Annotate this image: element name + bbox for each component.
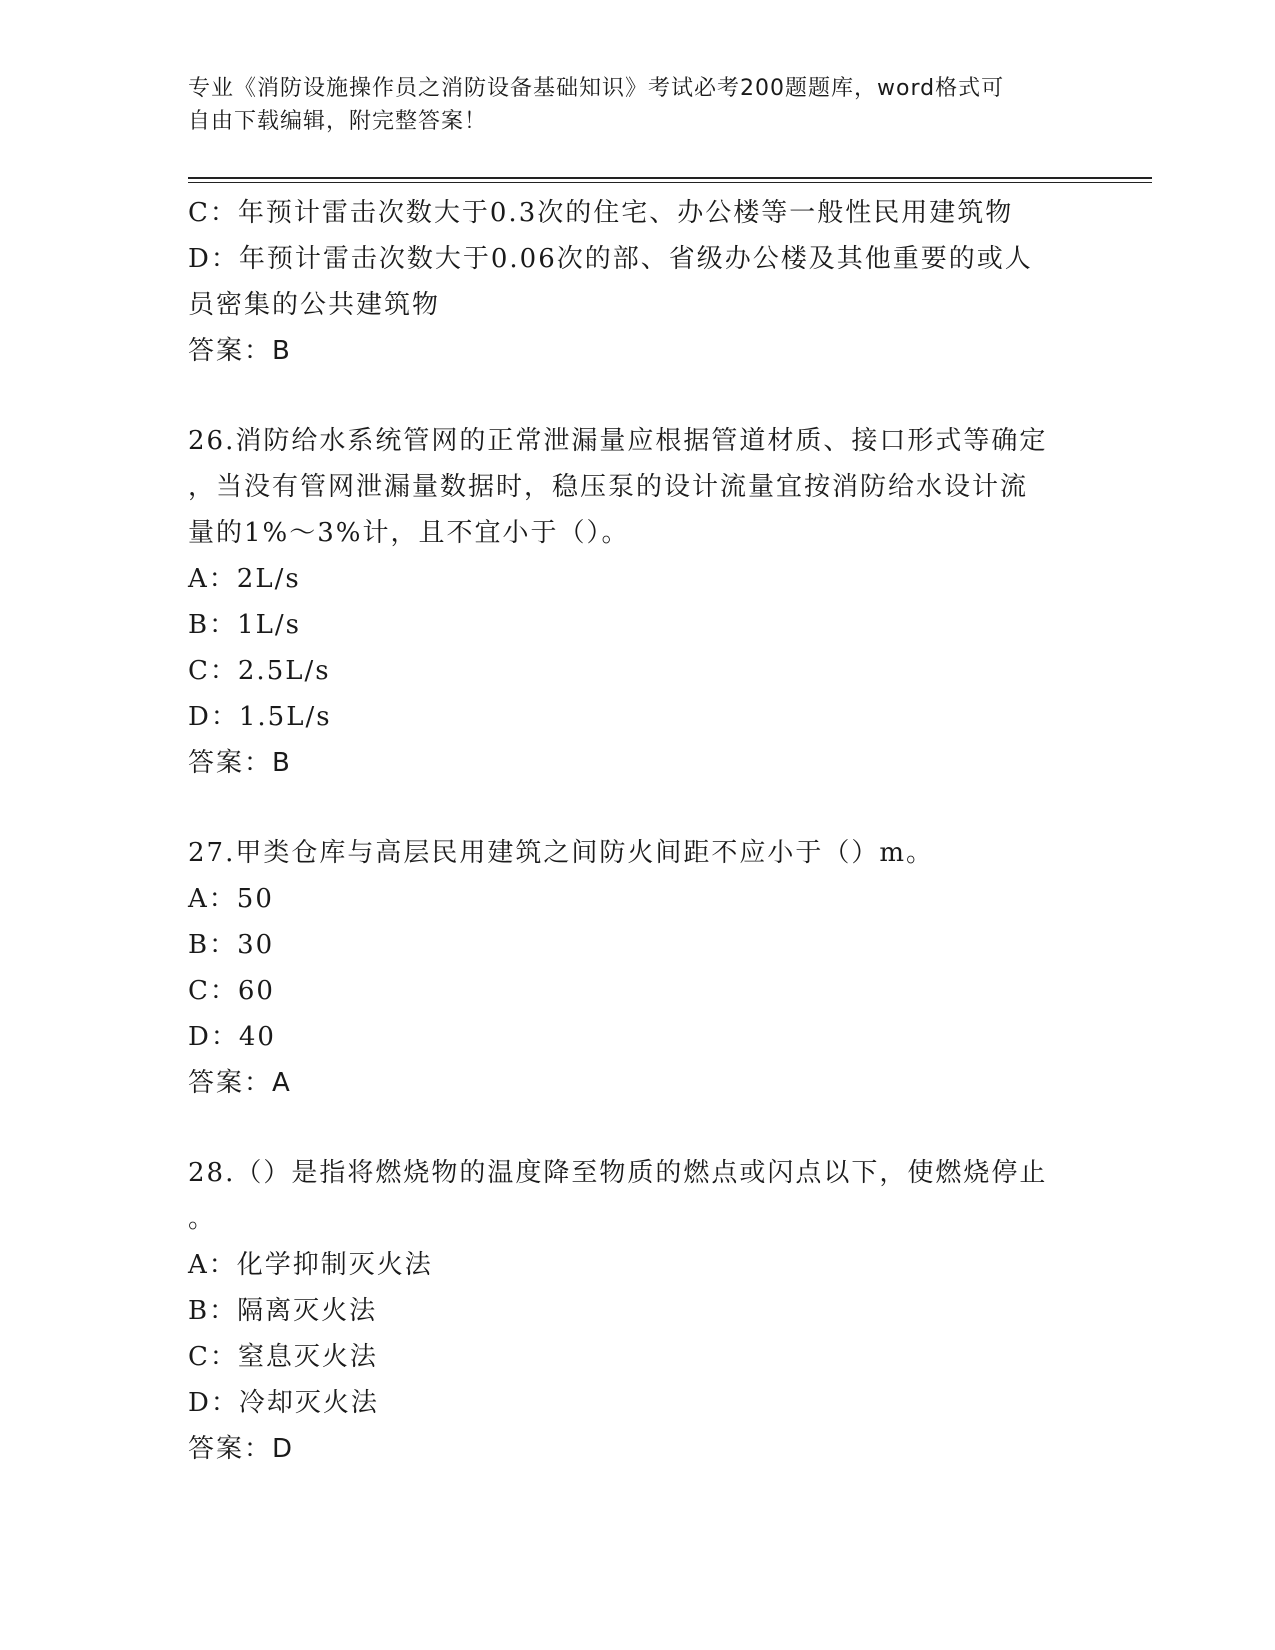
option-b: B：30 — [188, 930, 275, 960]
question-stem-line: 26.消防给水系统管网的正常泄漏量应根据管道材质、接口形式等确定 — [188, 426, 1048, 456]
option-b: B：隔离灭火法 — [188, 1296, 378, 1326]
question-28 — [188, 1150, 1088, 1472]
option-c: C：年预计雷击次数大于0.3次的住宅、办公楼等一般性民用建筑物 — [188, 198, 1014, 228]
question-stem-line: 。 — [188, 1204, 217, 1234]
question-stem-line: 28.（）是指将燃烧物的温度降至物质的燃点或闪点以下，使燃烧停止 — [188, 1158, 1048, 1188]
header-line-1: 专业《消防设施操作员之消防设备基础知识》考试必考200题题库，word格式可 — [188, 76, 1005, 101]
question-27 — [188, 830, 1088, 1106]
answer-line: 答案：A — [188, 1068, 292, 1098]
option-c: C：窒息灭火法 — [188, 1342, 378, 1372]
spacer — [188, 1106, 1088, 1150]
question-stem-line: ，当没有管网泄漏量数据时，稳压泵的设计流量宜按消防给水设计流 — [188, 472, 1029, 502]
answer-line: 答案：D — [188, 1434, 295, 1464]
question-25-tail — [188, 190, 1088, 374]
header-divider-thin — [188, 182, 1152, 183]
option-a: A：化学抑制灭火法 — [188, 1250, 433, 1280]
option-a: A：2L/s — [188, 564, 301, 594]
option-c: C：2.5L/s — [188, 656, 331, 686]
header-divider-thick — [188, 177, 1152, 179]
option-a: A：50 — [188, 884, 274, 914]
answer-line: 答案：B — [188, 748, 292, 778]
spacer — [188, 786, 1088, 830]
answer-line: 答案：B — [188, 336, 292, 366]
option-d: D：冷却灭火法 — [188, 1388, 379, 1418]
option-d: D：1.5L/s — [188, 702, 332, 732]
spacer — [188, 374, 1088, 418]
question-stem-line: 27.甲类仓库与高层民用建筑之间防火间距不应小于（）m。 — [188, 838, 935, 868]
option-b: B：1L/s — [188, 610, 302, 640]
option-d: D：40 — [188, 1022, 276, 1052]
question-content — [188, 190, 1088, 1472]
question-stem-line: 量的1%～3%计，且不宜小于（）。 — [188, 518, 630, 548]
option-c: C：60 — [188, 976, 275, 1006]
document-header — [188, 72, 1068, 138]
question-26 — [188, 418, 1088, 786]
header-line-2: 自由下载编辑，附完整答案！ — [188, 109, 488, 134]
option-d: D：年预计雷击次数大于0.06次的部、省级办公楼及其他重要的或人 — [188, 244, 1033, 274]
option-d-continued: 员密集的公共建筑物 — [188, 290, 441, 320]
